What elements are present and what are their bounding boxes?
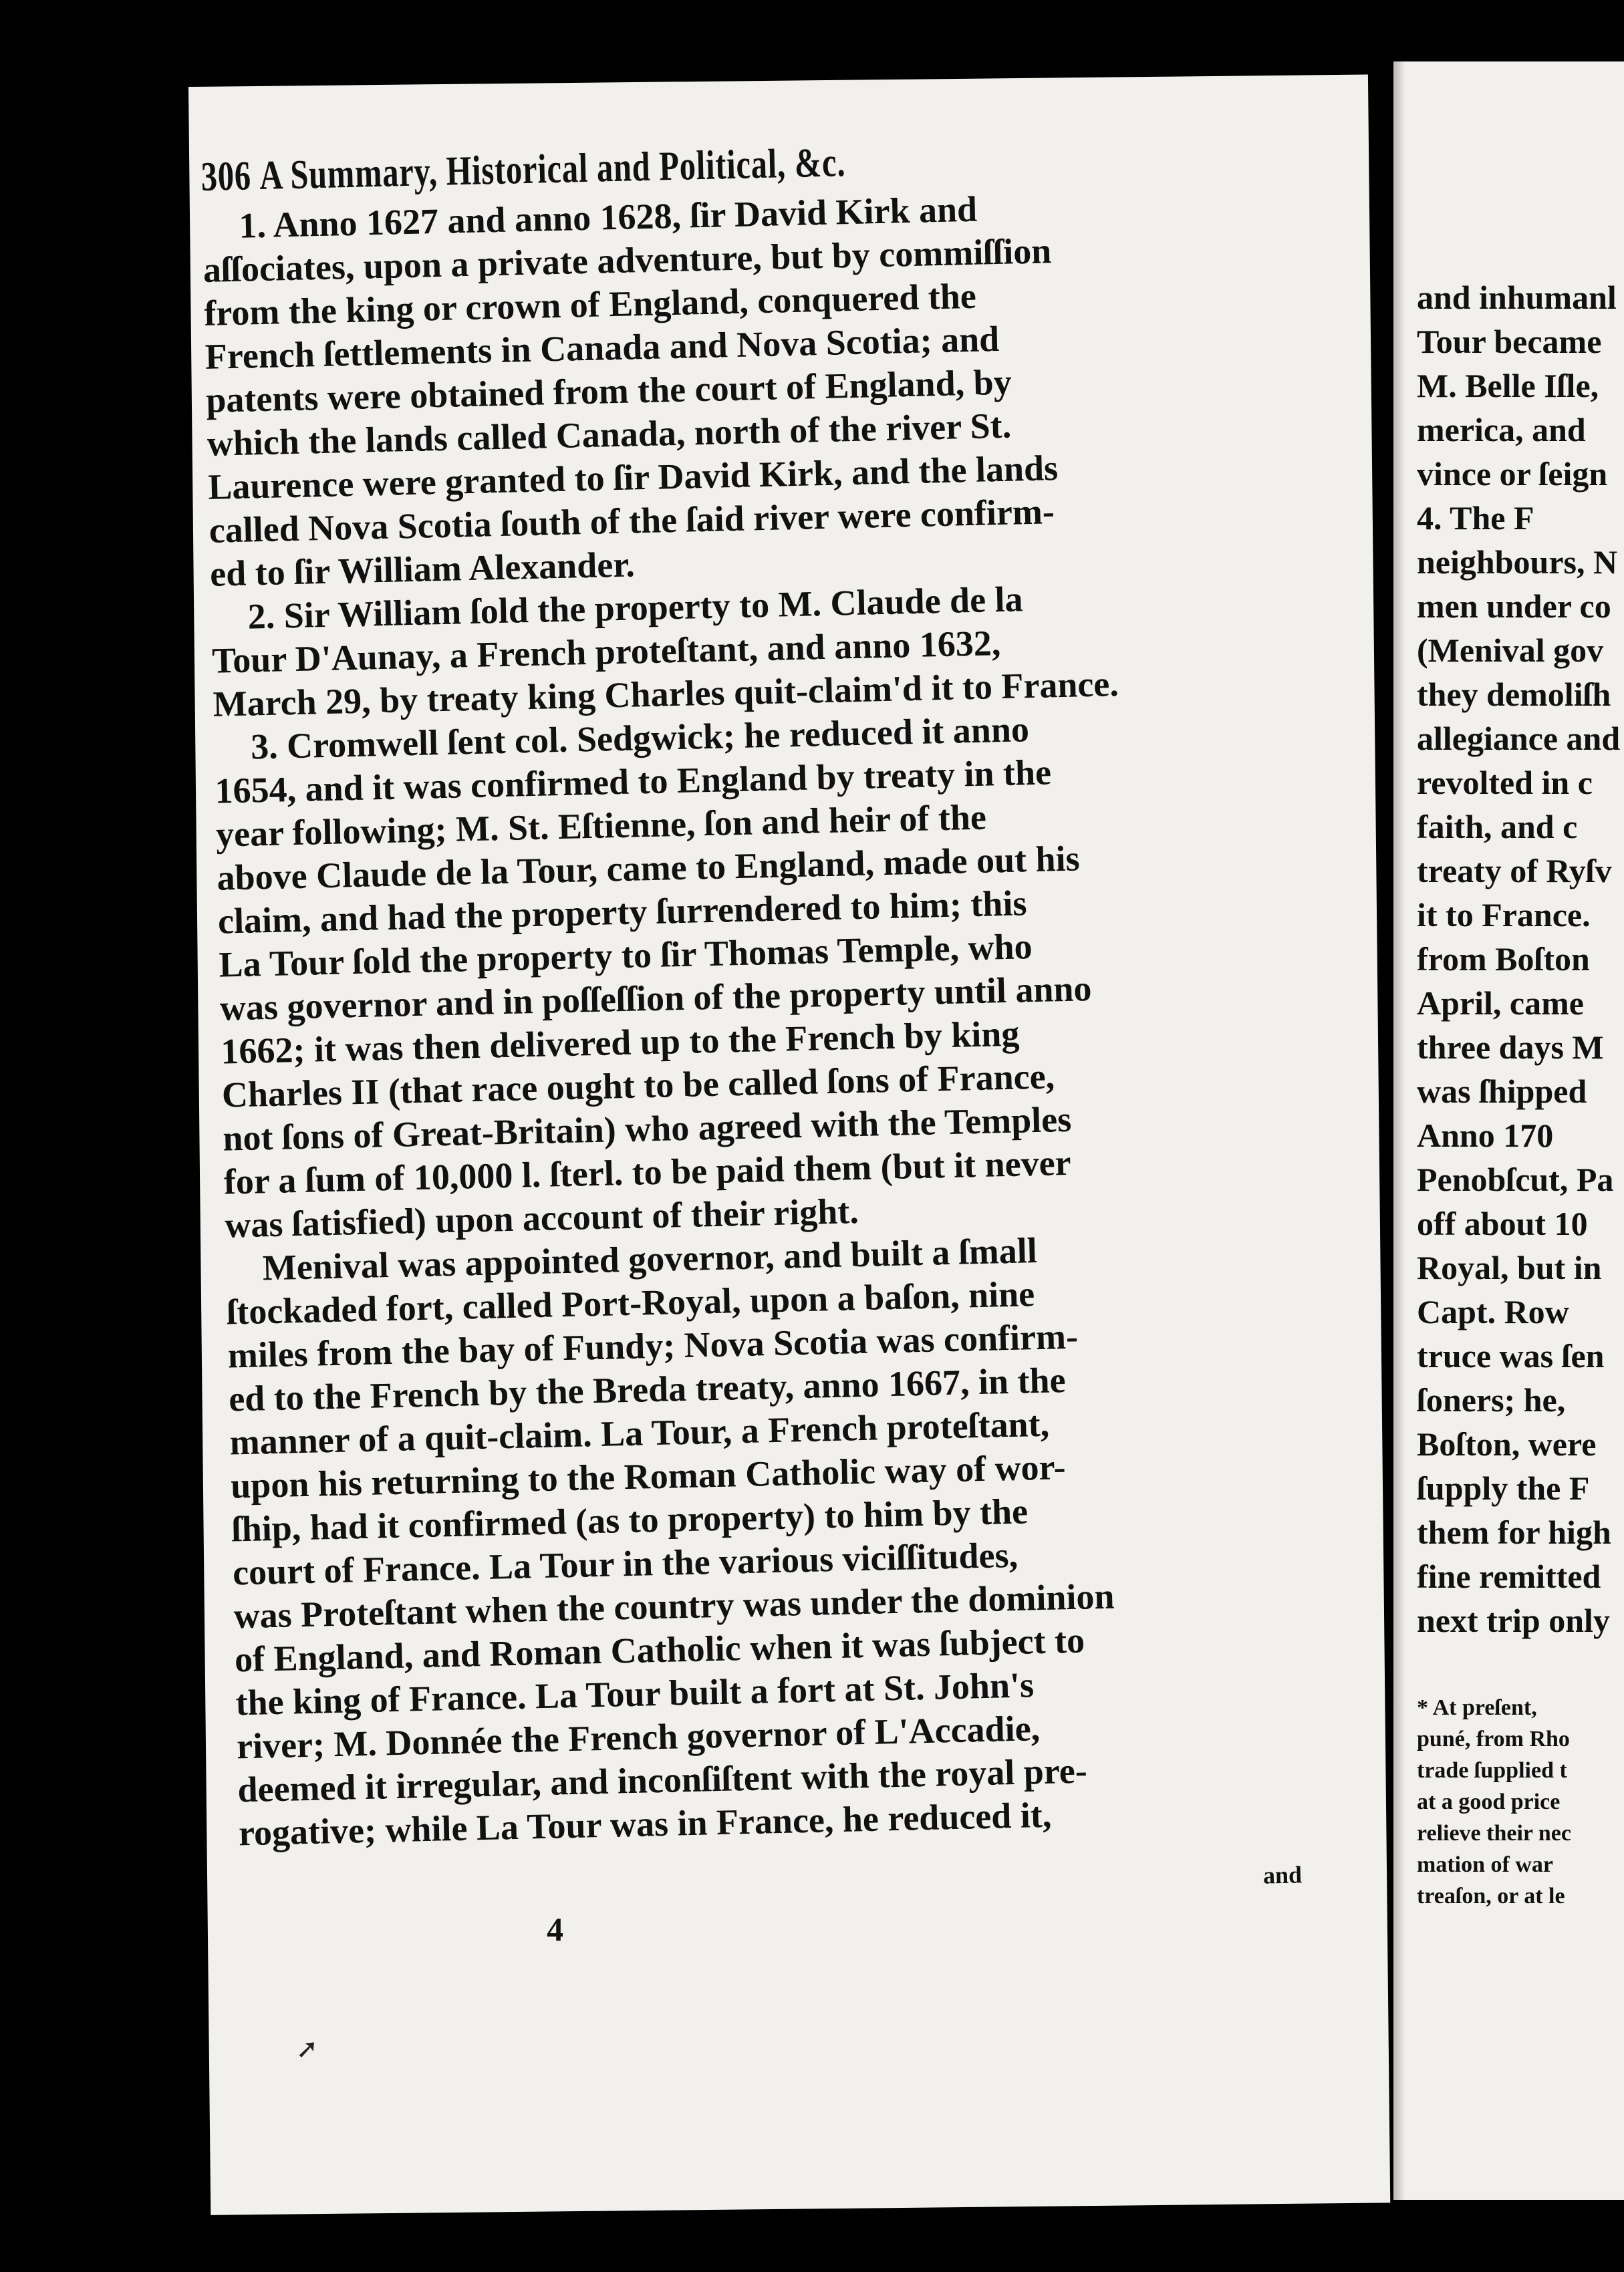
text-line: 2. Sir William ſold the property to M. Claude de la — [247, 579, 1024, 637]
text-line: and inhumanl — [1417, 279, 1617, 316]
text-line: was ſhipped — [1417, 1073, 1587, 1110]
running-title: A Summary, Historical and Political, &c. — [259, 140, 846, 198]
text-line: Tour D'Aunay, a French proteſtant, and anno 1632, — [211, 623, 1001, 681]
text-line: Laurence were granted to ſir David Kirk, and the lands — [207, 448, 1059, 507]
text-line: it to France. — [1417, 896, 1591, 934]
text-line: (Menival gov — [1417, 631, 1604, 669]
text-line: from Boſton — [1417, 940, 1590, 978]
text-line: neighbours, N — [1417, 543, 1618, 581]
text-line: rogative; while La Tour was in France, he reduced it, — [238, 1794, 1052, 1854]
text-line: ſhip, had it confirmed (as to property) to him by the — [231, 1491, 1029, 1550]
text-line: 3. Cromwell ſent col. Sedgwick; he reduced it anno — [250, 709, 1030, 767]
text-line: Penobſcut, Pa — [1417, 1161, 1614, 1198]
text-line: upon his returning to the Roman Catholic way of wor- — [230, 1447, 1067, 1506]
left-page-text — [200, 128, 1401, 1856]
text-line: above Claude de la Tour, came to England, made out his — [216, 838, 1081, 898]
text-line: ſupply the F — [1417, 1469, 1590, 1507]
text-line: off about 10 — [1417, 1205, 1588, 1242]
paragraph — [213, 700, 1387, 1247]
text-line: was ſatisfied) upon account of their right. — [224, 1191, 859, 1246]
text-line: 1. Anno 1627 and anno 1628, ſir David Kirk and — [238, 188, 978, 246]
text-line: was governor and in poſſeſſion of the property until anno — [219, 968, 1093, 1028]
text-line: ed to ſir William Alexander. — [209, 544, 636, 594]
text-line: M. Belle Iſle, — [1417, 367, 1599, 404]
text-line: not ſons of Great-Britain) who agreed with the Temples — [222, 1099, 1072, 1159]
text-line: deemed it irregular, and inconſiſtent with the royal pre- — [237, 1750, 1088, 1810]
footnote-line: at a good price — [1417, 1790, 1561, 1814]
text-line: from the king or crown of England, conquered the — [203, 275, 977, 333]
text-line: 4. The F — [1417, 499, 1534, 537]
text-line: truce was ſen — [1417, 1337, 1605, 1375]
text-line: allegiance and — [1417, 720, 1621, 757]
text-line: 1662; it was then delivered up to the French by king — [220, 1013, 1020, 1072]
text-line: next trip only — [1417, 1602, 1610, 1639]
text-line: treaty of Ryſv — [1417, 852, 1612, 889]
text-line: for a ſum of 10,000 l. ſterl. to be paid them (but it never — [223, 1142, 1072, 1202]
text-line: year following; M. St. Eſtienne, ſon and heir of the — [215, 797, 987, 855]
text-line: March 29, by treaty king Charles quit-claim'd it to France. — [213, 664, 1119, 724]
footnote-line: puné, from Rho — [1417, 1727, 1570, 1751]
body-text — [202, 179, 1402, 1856]
page-gutter-shadow — [1393, 61, 1405, 2200]
printer-mark: ➚ — [295, 2033, 319, 2065]
right-page-footnote — [1417, 1692, 1624, 1912]
text-line: April, came — [1417, 984, 1584, 1022]
text-line: vince or ſeign — [1417, 455, 1608, 492]
text-line: Tour became — [1417, 323, 1602, 360]
footnote-line: * At preſent, — [1417, 1695, 1537, 1720]
text-line: ed to the French by the Breda treaty, anno 1667, in the — [228, 1360, 1067, 1419]
text-line: Boſton, were — [1417, 1425, 1597, 1463]
text-line: was Proteſtant when the country was under the dominion — [233, 1576, 1115, 1637]
text-line: aſſociates, upon a private adventure, but by commiſſion — [202, 231, 1052, 290]
catchword: and — [1262, 1861, 1303, 1889]
text-line: the king of France. La Tour built a fort at St. John's — [235, 1665, 1035, 1723]
text-line: men under co — [1417, 587, 1611, 625]
footnote-line: relieve their nec — [1417, 1821, 1571, 1846]
text-line: La Tour ſold the property to ſir Thomas Temple, who — [218, 926, 1033, 985]
footnote-line: treaſon, or at le — [1417, 1884, 1565, 1908]
text-line: of England, and Roman Catholic when it was ſubject to — [234, 1620, 1085, 1680]
text-line: they demoliſh — [1417, 676, 1611, 713]
text-line: 1654, and it was confirmed to England by treaty in the — [214, 752, 1052, 811]
text-line: Anno 170 — [1417, 1117, 1554, 1154]
text-line: ſtockaded fort, called Port-Royal, upon a baſon, nine — [226, 1274, 1035, 1332]
right-page — [1393, 61, 1624, 2200]
signature-mark: 4 — [547, 1910, 563, 1948]
text-line: manner of a quit-claim. La Tour, a French proteſtant, — [229, 1403, 1050, 1463]
paragraph — [202, 179, 1373, 596]
text-line: which the lands called Canada, north of the river St. — [207, 405, 1012, 464]
paragraph — [211, 569, 1376, 726]
text-line: claim, and had the property ſurrendered to him; this — [217, 883, 1027, 942]
text-line: called Nova Scotia ſouth of the ſaid river were confirm- — [209, 491, 1055, 551]
text-line: court of France. La Tour in the various viciſſitudes, — [232, 1534, 1019, 1593]
page-number: 306 — [200, 153, 252, 200]
footnote-line: mation of war — [1417, 1852, 1553, 1877]
text-line: patents were obtained from the court of England, by — [205, 362, 1012, 420]
text-line: Charles II (that race ought to be called ſons of France, — [221, 1056, 1055, 1115]
text-line: faith, and c — [1417, 808, 1578, 845]
right-page-text — [1417, 275, 1624, 1643]
text-line: river; M. Donnée the French governor of L'Accadie, — [236, 1708, 1041, 1767]
text-line: revolted in c — [1417, 764, 1593, 801]
text-line: Capt. Row — [1417, 1293, 1569, 1330]
text-line: ſoners; he, — [1417, 1381, 1566, 1419]
text-line: Royal, but in — [1417, 1249, 1602, 1286]
text-line: three days M — [1417, 1028, 1604, 1066]
text-line: miles from the bay of Fundy; Nova Scotia was confirm- — [227, 1316, 1079, 1376]
text-line: fine remitted — [1417, 1558, 1601, 1595]
paragraph — [225, 1221, 1401, 1855]
footnote-line: trade ſupplied t — [1417, 1758, 1567, 1783]
text-line: Menival was appointed governor, and built a ſmall — [262, 1230, 1038, 1288]
text-line: merica, and — [1417, 411, 1586, 448]
text-line: French ſettlements in Canada and Nova Scotia; and — [205, 318, 1000, 377]
text-line: them for high — [1417, 1514, 1611, 1551]
